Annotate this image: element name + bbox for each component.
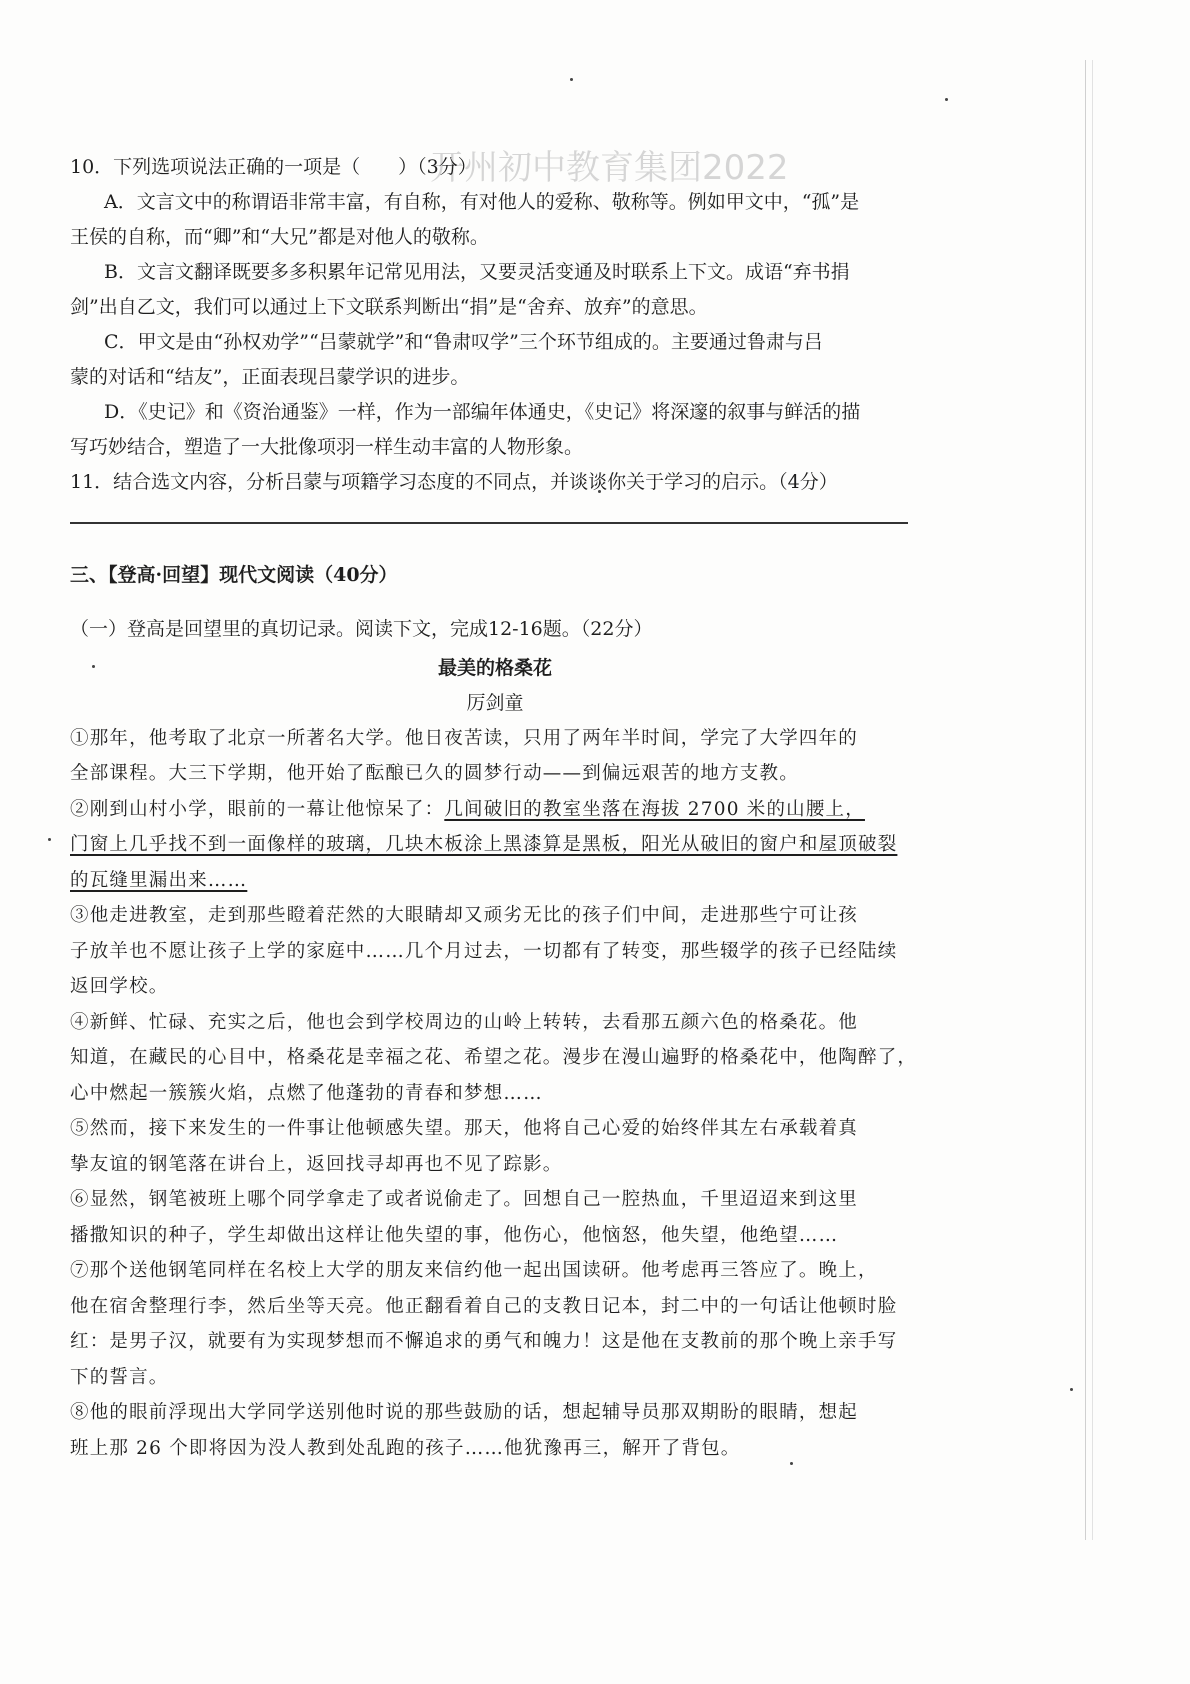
option-b-line-2: 剑”出自乙文，我们可以通过上下文联系判断出“捐”是“舍弃、放弃”的意思。 [70, 296, 708, 318]
scan-speck [48, 838, 51, 841]
paragraph-4-line-1: ④新鲜、忙碌、充实之后，他也会到学校周边的山岭上转转，去看那五颜六色的格桑花。他 [70, 1011, 859, 1033]
paragraph-1-line-2: 全部课程。大三下学期，他开始了酝酿已久的圆梦行动——到偏远艰苦的地方支教。 [70, 763, 799, 784]
question-10-stem: 10．下列选项说法正确的一项是（ ）（3分） [70, 156, 477, 178]
option-d-line-2: 写巧妙结合，塑造了一大批像项羽一样生动丰富的人物形象。 [70, 436, 584, 458]
question-11 [70, 465, 920, 524]
scan-speck [945, 98, 948, 101]
paragraph-8-line-1: ⑧他的眼前浮现出大学同学送别他时说的那些鼓励的话，想起辅导员那双期盼的眼睛，想起 [70, 1402, 859, 1423]
underlined-sentence-middle: 门窗上几乎找不到一面像样的玻璃，几块木板涂上黑漆算是黑板，阳光从破旧的窗户和屋顶破裂 [70, 834, 898, 855]
paragraph-4-line-2: 知道，在藏民的心目中，格桑花是幸福之花、希望之花。漫步在漫山遍野的格桑花中，他陶醉了， [70, 1047, 918, 1068]
paragraph-5-line-2: 挚友谊的钢笔落在讲台上，返回找寻却再也不见了踪影。 [70, 1153, 563, 1175]
scan-speck [570, 78, 573, 81]
paragraph-2-line-3 [70, 863, 920, 899]
scan-speck [1070, 1388, 1073, 1391]
paragraph-7-line-3: 红：是男子汉，就要有为实现梦想而不懈追求的勇气和魄力！这是他在支教前的那个晚上亲手写 [70, 1331, 898, 1352]
option-c-line-2: 蒙的对话和“结友”，正面表现吕蒙学识的进步。 [70, 366, 470, 388]
paragraph-7-line-4: 下的誓言。 [70, 1366, 169, 1388]
paragraph-3-line-3: 返回学校。 [70, 976, 169, 997]
paragraph-8-line-2: 班上那 26 个即将因为没人教到处乱跑的孩子……他犹豫再三，解开了背包。 [70, 1437, 741, 1459]
paragraph-2-line-1 [70, 792, 920, 828]
section-3-title: 三、【登高·回望】现代文阅读（40分） [70, 563, 398, 586]
section-3-subsection-1: （一）登高是回望里的真切记录。阅读下文，完成12-16题。（22分） [70, 617, 653, 640]
paragraph-3-line-2: 子放羊也不愿让孩子上学的家庭中……几个月过去，一切都有了转变，那些辍学的孩子已经陆续 [70, 940, 898, 962]
article-author: 厉剑童 [466, 691, 524, 714]
question-11-stem: 11．结合选文内容，分析吕蒙与项籍学习态度的不同点，并谈谈你关于学习的启示。（4分） [70, 471, 838, 493]
option-b-line-1: B．文言文翻译既要多多积累年记常见用法，又要灵活变通及时联系上下文。成语“弃书捐 [104, 261, 850, 283]
section-3 [70, 558, 920, 647]
option-a-line-1: A．文言文中的称谓语非常丰富，有自称，有对他人的爱称、敬称等。例如甲文中，“孤”是 [104, 191, 860, 213]
scan-edge-line-secondary [1092, 60, 1093, 1540]
bleed-through-header: 开州初中教育集团2022 [430, 148, 789, 188]
option-a-line-2: 王侯的自称，而“卿”和“大兄”都是对他人的敬称。 [70, 226, 489, 248]
scan-edge-line [1085, 60, 1086, 1540]
option-d-line-1: D．《史记》和《资治通鉴》一样，作为一部编年体通史，《史记》将深邃的叙事与鲜活的描 [104, 401, 861, 423]
paragraph-7-line-2: 他在宿舍整理行李，然后坐等天亮。他正翻看着自己的支教日记本，封二中的一句话让他顿时脸 [70, 1295, 898, 1317]
paragraph-6-line-2: 播撒知识的种子，学生却做出这样让他失望的事，他伤心，他恼怒，他失望，他绝望…… [70, 1224, 839, 1246]
paragraph-2-line-2 [70, 827, 920, 863]
answer-line [70, 522, 908, 524]
underlined-sentence-start: 几间破旧的教室坐落在海拔 2700 米的山腰上， [444, 798, 865, 820]
paragraph-1-line-1: ①那年，他考取了北京一所著名大学。他日夜苦读，只用了两年半时间，学完了大学四年的 [70, 727, 859, 749]
option-c-line-1: C．甲文是由“孙权劝学”“吕蒙就学”和“鲁肃叹学”三个环节组成的。主要通过鲁肃与吕 [104, 331, 823, 353]
paragraph-7-line-1: ⑦那个送他钢笔同样在名校上大学的朋友来信约他一起出国读研。他考虑再三答应了。晚上， [70, 1260, 878, 1281]
paragraph-5-line-1: ⑤然而，接下来发生的一件事让他顿感失望。那天，他将自己心爱的始终伴其左右承载着真 [70, 1118, 859, 1139]
question-10 [70, 150, 920, 465]
paragraph-3-line-1: ③他走进教室，走到那些瞪着茫然的大眼睛却又顽劣无比的孩子们中间，走进那些宁可让孩 [70, 905, 859, 926]
paragraph-4-line-3: 心中燃起一簇簇火焰，点燃了他蓬勃的青春和梦想…… [70, 1082, 543, 1104]
paragraph-2-lead: ②刚到山村小学，眼前的一幕让他惊呆了： [70, 798, 445, 820]
article-title: 最美的格桑花 [437, 656, 552, 679]
underlined-sentence-end: 的瓦缝里漏出来…… [70, 869, 248, 891]
paragraph-6-line-1: ⑥显然，钢笔被班上哪个同学拿走了或者说偷走了。回想自己一腔热血，千里迢迢来到这里 [70, 1189, 859, 1210]
reading-article [70, 651, 920, 1467]
exam-content [70, 150, 920, 1466]
